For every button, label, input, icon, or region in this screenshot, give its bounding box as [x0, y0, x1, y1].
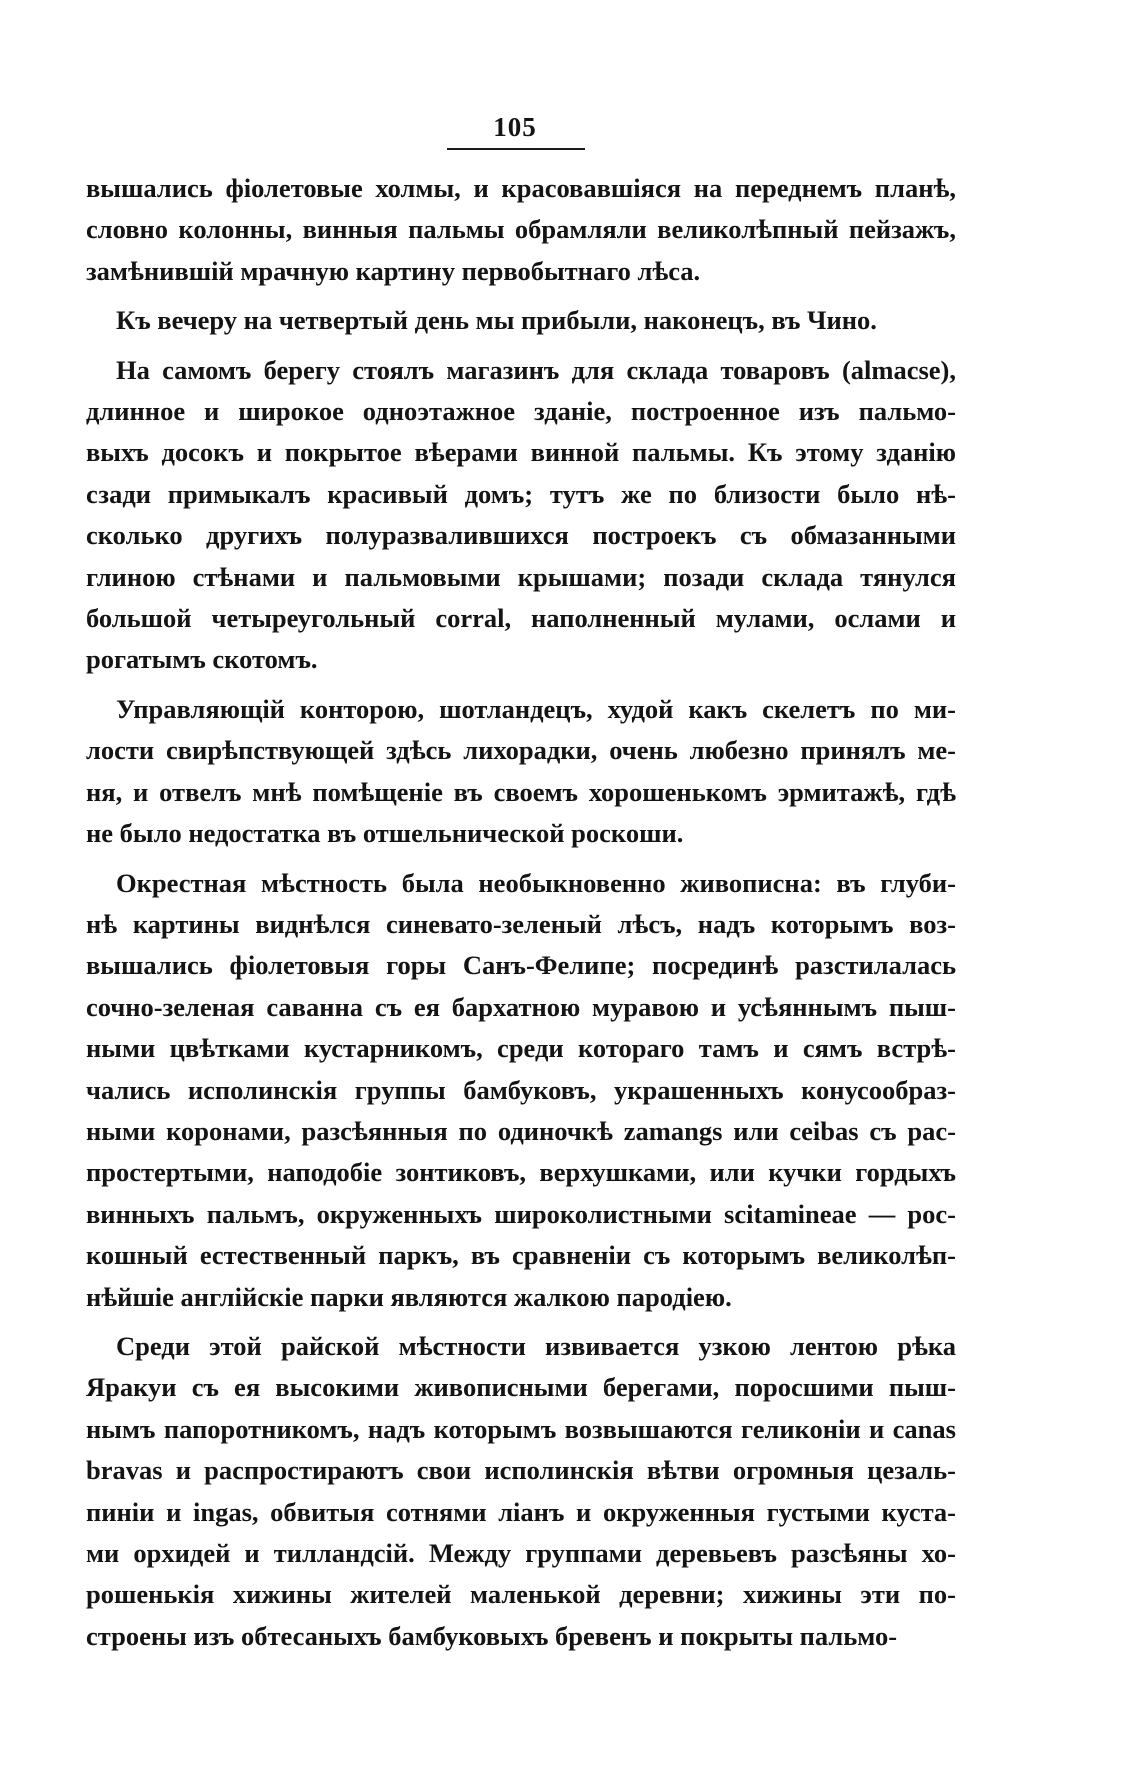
text-line: чались исполинскія группы бамбуковъ, украшенныхъ конусообраз-	[86, 1074, 956, 1105]
text-line: вышались фіолетовыя горы Санъ-Фелипе; посрединѣ разстилалась	[86, 950, 956, 981]
text-line: длинное и широкое одноэтажное зданіе, построенное изъ пальмо-	[86, 396, 956, 427]
text-line: ными цвѣтками кустарникомъ, среди котораго тамъ и сямъ встрѣ-	[86, 1033, 956, 1064]
text-line: ня, и отвелъ мнѣ помѣщеніе въ своемъ хорошенькомъ эрмитажѣ, гдѣ	[86, 776, 956, 807]
text-line: винныхъ пальмъ, окруженныхъ широколистными scitamineae — рос-	[86, 1198, 956, 1229]
body-text	[86, 168, 956, 1665]
text-line: рогатымъ скотомъ.	[86, 644, 318, 675]
paragraph	[86, 300, 956, 341]
text-line: кошный естественный паркъ, въ сравненіи съ которымъ великолѣп-	[86, 1240, 956, 1271]
text-line: рошенькія хижины жителей маленькой деревни; хижины эти по-	[86, 1579, 956, 1610]
text-line: Къ вечеру на четвертый день мы прибыли, наконецъ, въ Чино.	[116, 305, 877, 336]
text-line: большой четыреугольный corral, наполненный мулами, ослами и	[86, 603, 956, 634]
paragraph	[86, 350, 956, 681]
text-line: сколько другихъ полуразвалившихся построекъ съ обмазанными	[86, 520, 956, 551]
text-line: нѣ картины виднѣлся синевато-зеленый лѣсъ, надъ которымъ воз-	[86, 908, 956, 939]
paragraph	[86, 863, 956, 1318]
text-line: пиніи и ingas, обвитыя сотнями ліанъ и окруженныя густыми куста-	[86, 1496, 956, 1527]
text-line: Яракуи съ ея высокими живописными берегами, поросшими пыш-	[86, 1372, 956, 1403]
text-line: Управляющій конторою, шотландецъ, худой какъ скелетъ по ми-	[116, 693, 956, 724]
text-line: На самомъ берегу стоялъ магазинъ для склада товаровъ (almacse),	[116, 354, 956, 385]
text-line: bravas и распростираютъ свои исполинскія вѣтви огромныя цезаль-	[86, 1455, 956, 1486]
text-line: ми орхидей и тилландсій. Между группами деревьевъ разсѣяны хо-	[86, 1538, 956, 1568]
text-line: вышались фіолетовые холмы, и красовавшіяся на переднемъ планѣ,	[86, 173, 956, 203]
text-line: не было недостатка въ отшельнической роскоши.	[86, 818, 684, 849]
text-line: простертыми, наподобіе зонтиковъ, верхушками, или кучки гордыхъ	[86, 1157, 956, 1188]
text-line: сочно-зеленая саванна съ ея бархатною муравою и усѣяннымъ пыш-	[86, 991, 956, 1022]
paragraph	[86, 1326, 956, 1657]
text-line: ными коронами, разсѣянныя по одиночкѣ zamangs или ceibas съ рас-	[86, 1115, 956, 1146]
paragraph	[86, 168, 956, 292]
text-line: Среди этой райской мѣстности извивается узкою лентою рѣка	[116, 1330, 956, 1361]
text-line: замѣнившій мрачную картину первобытнаго лѣса.	[86, 255, 701, 286]
text-line: нымъ папоротникомъ, надъ которымъ возвышаются геликоніи и canas	[86, 1413, 956, 1444]
text-line: сзади примыкалъ красивый домъ; тутъ же по близости было нѣ-	[86, 478, 956, 509]
header-rule	[447, 148, 585, 150]
text-line: глиною стѣнами и пальмовыми крышами; позади склада тянулся	[86, 561, 956, 592]
text-line: словно колонны, винныя пальмы обрамляли великолѣпный пейзажъ,	[86, 214, 956, 245]
text-line: нѣйшіе англійскіе парки являются жалкою пародіею.	[86, 1281, 732, 1312]
text-line: строены изъ обтесаныхъ бамбуковыхъ бревенъ и покрыты пальмо-	[86, 1620, 898, 1651]
text-line: лости свирѣпствующей здѣсь лихорадки, очень любезно принялъ ме-	[86, 735, 956, 766]
text-line: выхъ досокъ и покрытое вѣерами винной пальмы. Къ этому зданію	[86, 437, 956, 468]
page-number: 105	[493, 112, 537, 142]
text-line: Окрестная мѣстность была необыкновенно живописна: въ глуби-	[116, 867, 956, 898]
paragraph	[86, 689, 956, 855]
